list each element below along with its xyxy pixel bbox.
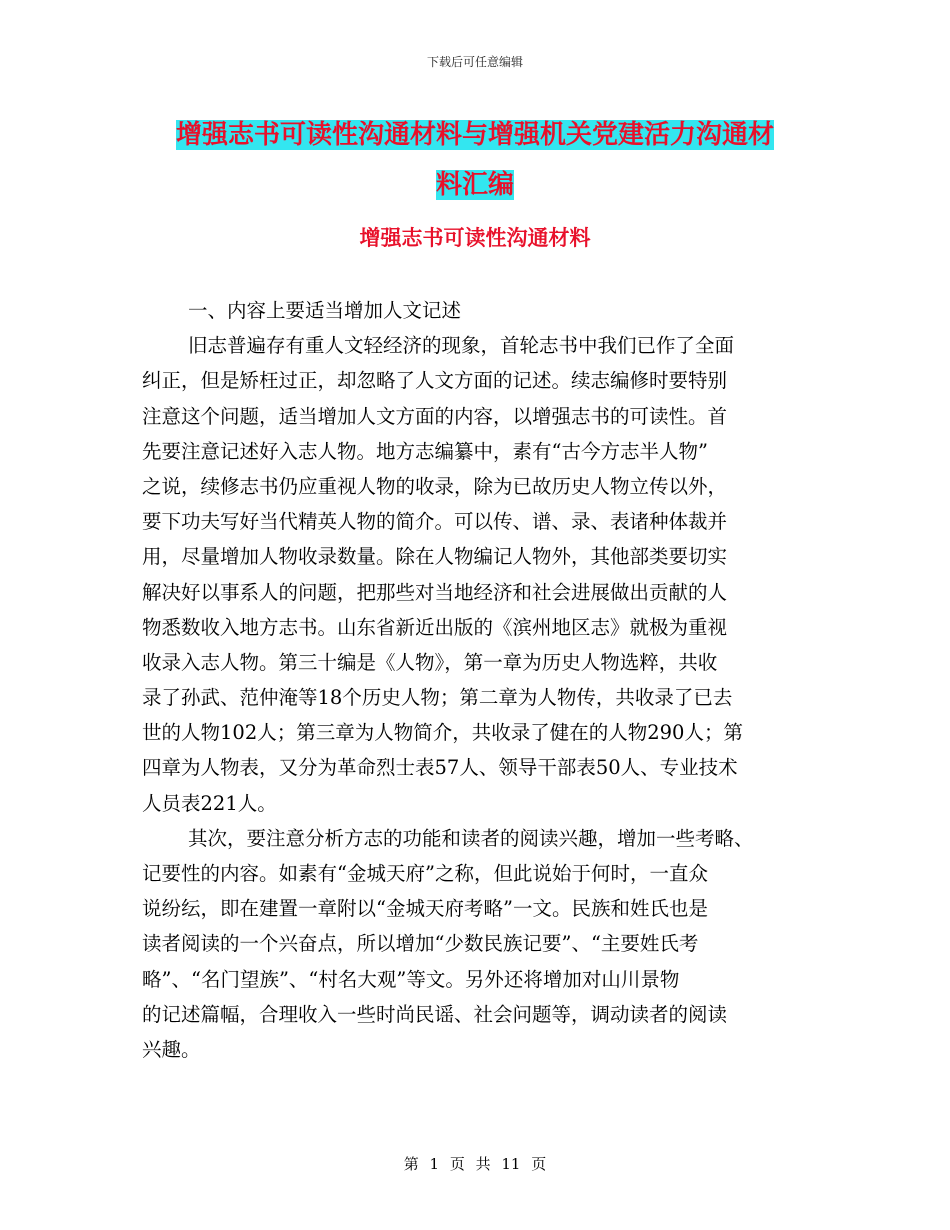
paragraph-1-line: 要下功夫写好当代精英人物的简介。可以传、谱、录、表诸种体裁并 [142,510,728,534]
header-note: 下载后可任意编辑 [426,55,523,69]
paragraph-1-line: 注意这个问题，适当增加人文方面的内容，以增强志书的可读性。首 [142,404,728,428]
title-line-2: 料汇编 [435,170,514,200]
paragraph-2-line: 读者阅读的一个兴奋点，所以增加“少数民族记要”、“主要姓氏考 [142,932,699,956]
paragraph-1-line: 之说，续修志书仍应重视人物的收录，除为已故历史人物立传以外， [142,474,728,498]
paragraph-2-line: 略”、“名门望族”、“村名大观”等文。另外还将增加对山川景物 [142,967,680,991]
paragraph-1-line: 物悉数收入地方志书。山东省新近出版的《滨州地区志》就极为重视 [142,615,728,639]
paragraph-1-line: 录了孙武、范仲淹等18个历史人物；第二章为人物传，共收录了已去 [142,686,733,710]
paragraph-2-line: 的记述篇幅，合理收入一些时尚民谣、社会问题等，调动读者的阅读 [142,1002,728,1026]
document-body [142,293,812,1067]
paragraph-1-line: 纠正，但是矫枉过正，却忽略了人文方面的记述。续志编修时要特别 [142,369,728,393]
paragraph-1-line: 旧志普遍存有重人文轻经济的现象，首轮志书中我们已作了全面 [188,334,735,358]
paragraph-1-line: 世的人物102人；第三章为人物简介，共收录了健在的人物290人；第 [142,721,743,745]
page-number: 第 1 页 共 11 页 [403,1155,547,1173]
paragraph-2-line: 其次，要注意分析方志的功能和读者的阅读兴趣，增加一些考略、 [188,826,754,850]
title-line-1: 增强志书可读性沟通材料与增强机关党建活力沟通材 [175,120,774,150]
section-title: 增强志书可读性沟通材料 [359,226,591,250]
subheading: 一、内容上要适当增加人文记述 [188,299,462,322]
paragraph-1-line: 收录入志人物。第三十编是《人物》，第一章为历史人物选粹，共收 [142,650,718,674]
paragraph-2-line: 记要性的内容。如素有“金城天府”之称，但此说始于何时，一直众 [142,862,708,885]
paragraph-1-line: 先要注意记述好入志人物。地方志编纂中，素有“古今方志半人物” [142,439,708,463]
paragraph-1-line: 解决好以事系人的问题，把那些对当地经济和社会进展做出贡献的人 [142,580,728,604]
paragraph-2-line: 兴趣。 [142,1037,201,1061]
document-title [0,110,950,210]
paragraph-1-line: 人员表221人。 [142,791,277,815]
paragraph-1-line: 四章为人物表，又分为革命烈士表57人、领导干部表50人、专业技术 [142,756,738,780]
paragraph-1-line: 用，尽量增加人物收录数量。除在人物编记人物外，其他部类要切实 [142,545,728,569]
paragraph-2-line: 说纷纭，即在建置一章附以“金城天府考略”一文。民族和姓氏也是 [142,897,708,921]
